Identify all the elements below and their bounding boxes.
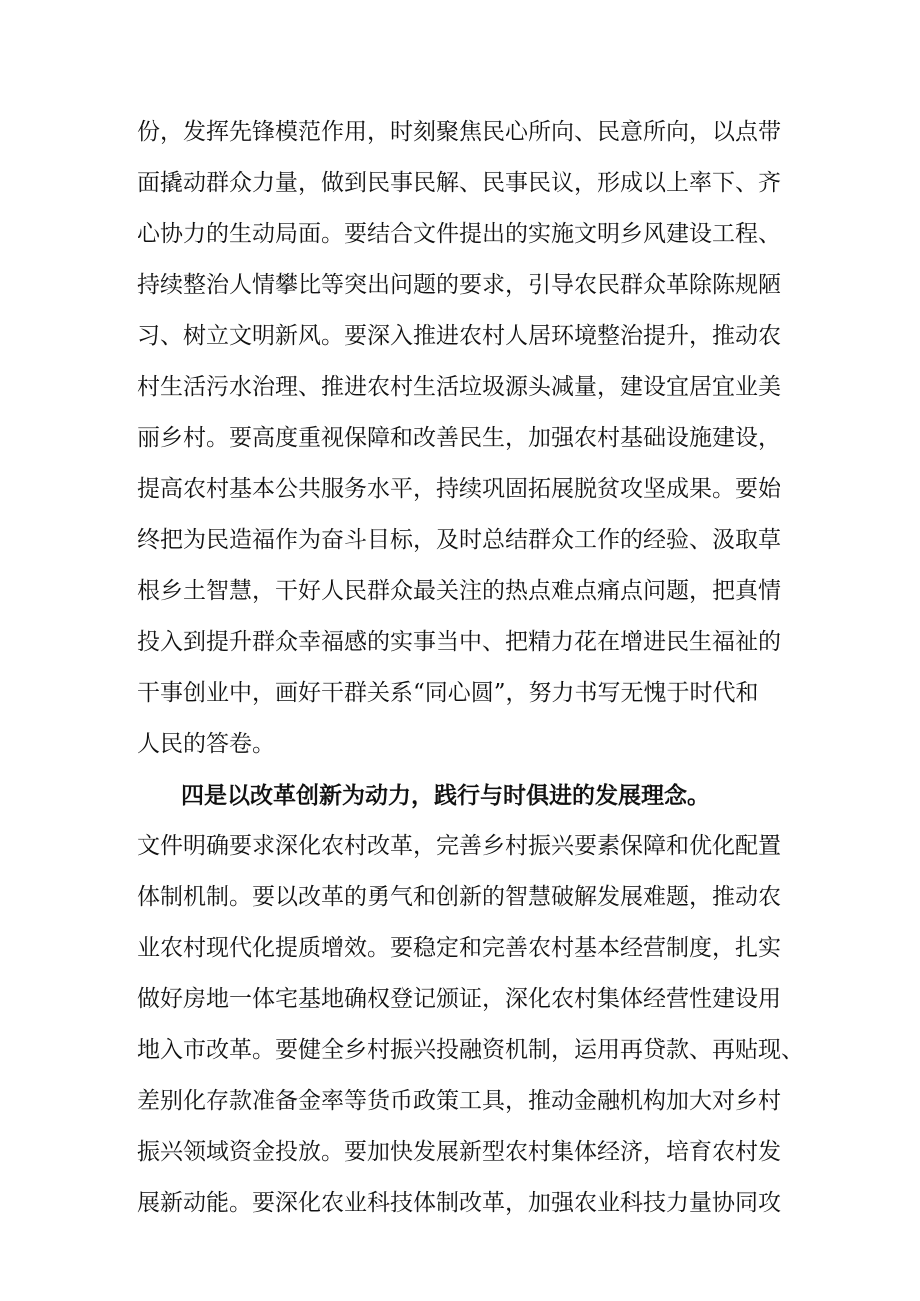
text-line: 面撬动群众力量，做到民事民解、民事民议，形成以上率下、齐 (137, 170, 781, 196)
text-line: 丽乡村。要高度重视保障和改善民生，加强农村基础设施建设， (137, 425, 781, 451)
text-line: 根乡土智慧，干好人民群众最关注的热点难点痛点问题，把真情 (137, 578, 781, 604)
text-line: 村生活污水治理、推进农村生活垃圾源头减量，建设宜居宜业美 (137, 374, 781, 400)
text-line: 地入市改革。要健全乡村振兴投融资机制，运用再贷款、再贴现、 (137, 1037, 804, 1063)
text-line: 心协力的生动局面。要结合文件提出的实施文明乡风建设工程、 (137, 221, 781, 247)
text-line: 习、树立文明新风。要深入推进农村人居环境整治提升，推动农 (137, 323, 781, 349)
text-line: 份，发挥先锋模范作用，时刻聚焦民心所向、民意所向，以点带 (137, 119, 781, 145)
text-line: 人民的答卷。 (137, 731, 275, 757)
text-line: 文件明确要求深化农村改革，完善乡村振兴要素保障和优化配置 (137, 833, 781, 859)
text-line: 终把为民造福作为奋斗目标，及时总结群众工作的经验、汲取草 (137, 527, 781, 553)
text-line: 持续整治人情攀比等突出问题的要求，引导农民群众革除陈规陋 (137, 272, 781, 298)
text-line: 业农村现代化提质增效。要稳定和完善农村基本经营制度，扎实 (137, 935, 781, 961)
text-line: 做好房地一体宅基地确权登记颁证，深化农村集体经营性建设用 (137, 986, 781, 1012)
body-text (137, 107, 804, 1229)
text-line: 展新动能。要深化农业科技体制改革，加强农业科技力量协同攻 (137, 1190, 781, 1216)
section-heading: 四是以改革创新为动力，践行与时俱进的发展理念。 (181, 782, 710, 809)
text-line: 投入到提升群众幸福感的实事当中、把精力花在增进民生福祉的 (137, 629, 781, 655)
text-line: 干事创业中，画好干群关系“同心圆”，努力书写无愧于时代和 (137, 680, 759, 706)
text-line: 提高农村基本公共服务水平，持续巩固拓展脱贫攻坚成果。要始 (137, 476, 781, 502)
text-line: 体制机制。要以改革的勇气和创新的智慧破解发展难题，推动农 (137, 884, 781, 910)
text-line: 振兴领域资金投放。要加快发展新型农村集体经济，培育农村发 (137, 1139, 781, 1165)
text-line: 差别化存款准备金率等货币政策工具，推动金融机构加大对乡村 (137, 1088, 781, 1114)
